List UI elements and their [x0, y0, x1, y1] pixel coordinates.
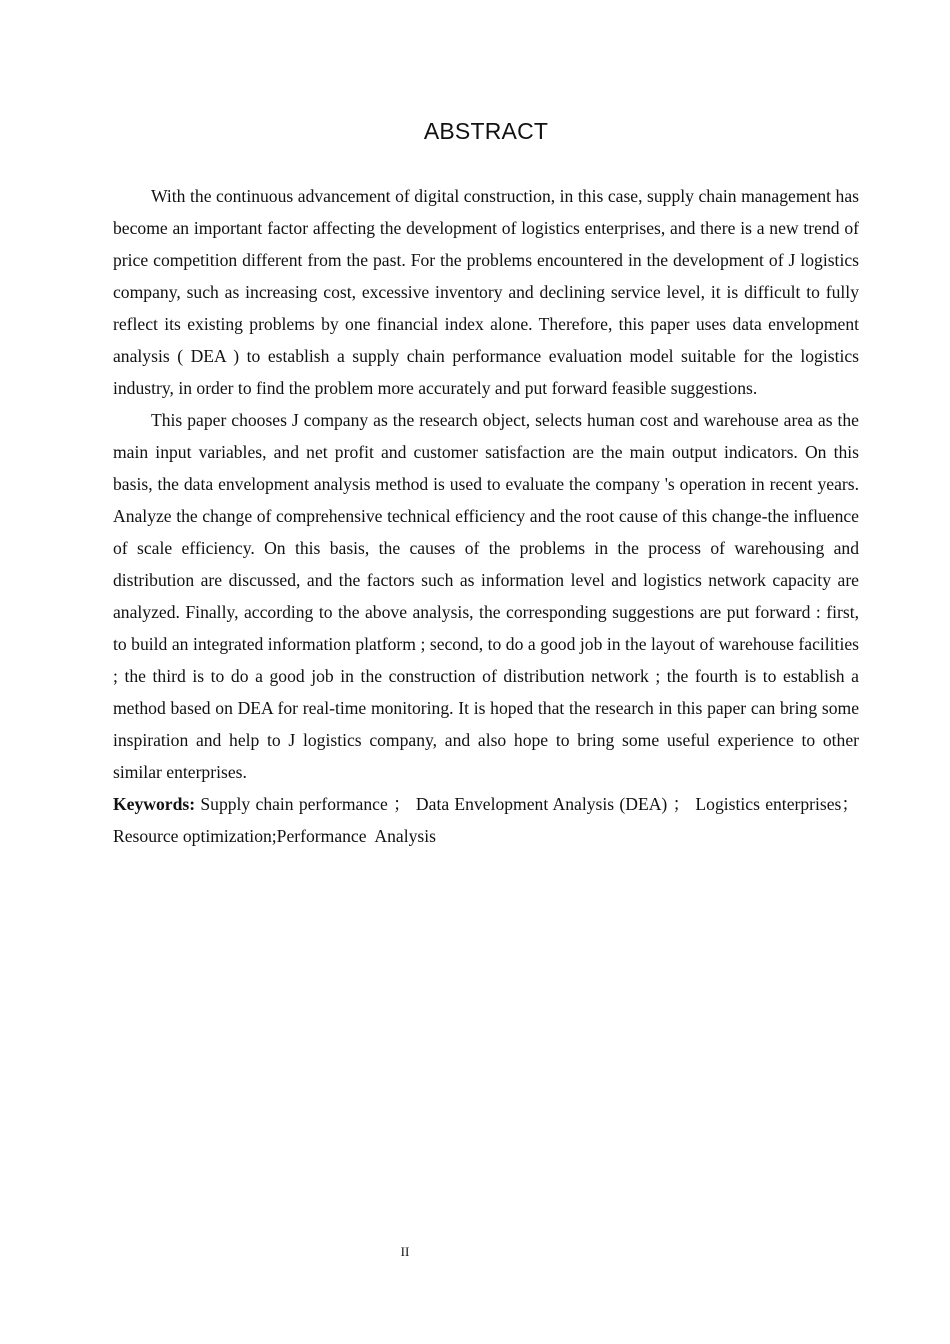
keywords-label: Keywords: [113, 794, 196, 814]
abstract-title: ABSTRACT [423, 118, 549, 144]
keywords-line [113, 788, 864, 852]
page-number: II [400, 1244, 410, 1259]
abstract-paragraph-1: With the continuous advancement of digital construction, in this case, supply chain management has become an important factor affecting the development of logistics enterprises, and there is a new trend of price competition different from the past. For the problems encountered in the development of J logistics company, such as increasing cost, excessive inventory and declining service level, it is difficult to fully reflect its existing problems by one financial index alone. Therefore, this paper uses data envelopment analysis ( DEA ) to establish a supply chain performance evaluation model suitable for the logistics industry, in order to find the problem more accurately and put forward feasible suggestions. [113, 186, 859, 398]
abstract-paragraph-2: This paper chooses J company as the research object, selects human cost and warehouse area as the main input variables, and net profit and customer satisfaction are the main output indicators. On this basis, the data envelopment analysis method is used to evaluate the company 's operation in recent years. Analyze the change of comprehensive technical efficiency and the root cause of this change-the influence of scale efficiency. On this basis, the causes of the problems in the process of warehousing and distribution are discussed, and the factors such as information level and logistics network capacity are analyzed. Finally, according to the above analysis, the corresponding suggestions are put forward : first, to build an integrated information platform ; second, to do a good job in the layout of warehouse facilities ; the third is to do a good job in the construction of distribution network ; the fourth is to establish a method based on DEA for real-time monitoring. It is hoped that the research in this paper can bring some inspiration and help to J logistics company, and also hope to bring some useful experience to other similar enterprises. [113, 410, 859, 782]
abstract-body [113, 180, 864, 852]
keywords-text: Supply chain performance ； Data Envelopment Analysis (DEA) ； Logistics enterprises； Resource optimization;Performance Analysis [113, 794, 864, 846]
